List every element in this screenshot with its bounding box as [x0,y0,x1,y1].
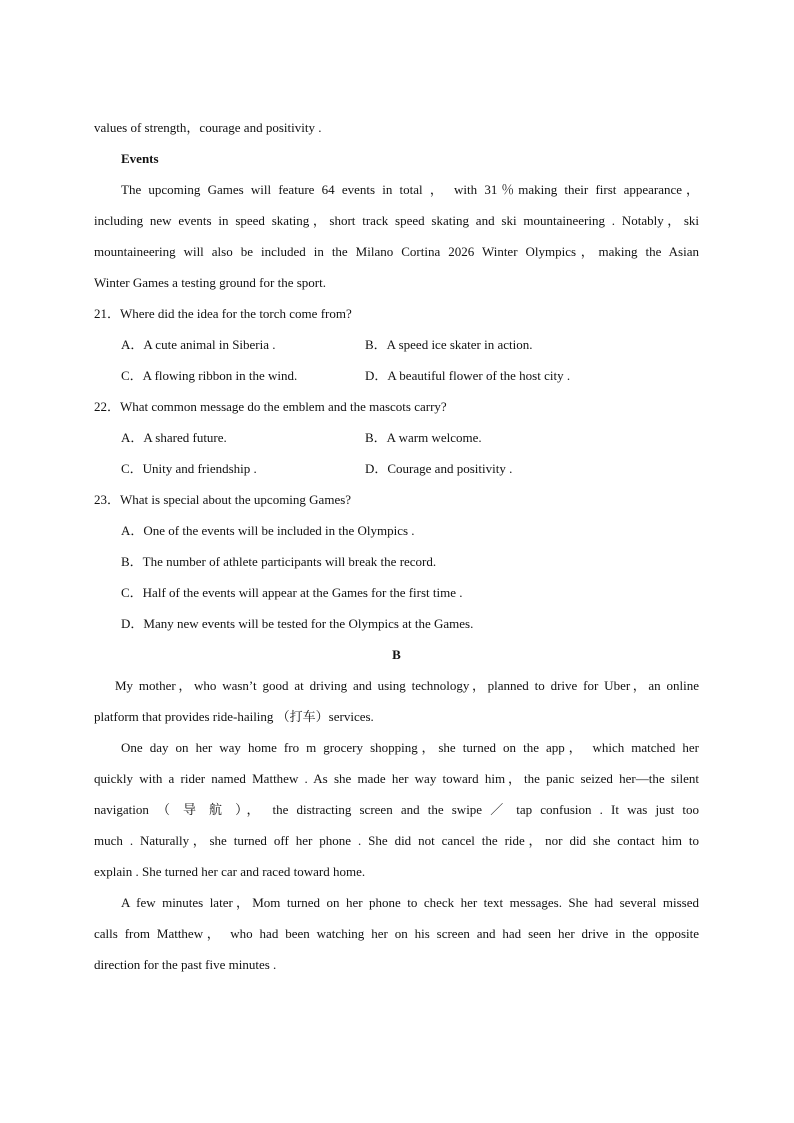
passage-b-para-line: quickly with a rider named Matthew . As she made her way toward him，the panic seized her—the silent [94,771,699,786]
question-stem-22: 22．What common message do the emblem and the mascots carry? [94,399,447,414]
option-23-b: B．The number of athlete participants will break the record. [121,554,437,569]
events-para-line: The upcoming Games will feature 64 events in total ， with 31％making their first appearance， [121,182,699,197]
option-21-a: A．A cute animal in Siberia . [121,337,276,352]
option-23-a: A．One of the events will be included in the Olympics . [121,523,415,538]
option-row [94,422,699,453]
passage-a-line: values of strength，courage and positivity . [94,120,322,135]
passage-b-heading: B [392,647,401,662]
option-row [94,329,699,360]
option-21-b: B．A speed ice skater in action. [365,337,533,352]
passage-b-para-line: calls from Matthew， who had been watching her on his screen and had seen her drive in the opposite [94,926,699,941]
document-page [94,112,699,980]
option-21-d: D．A beautiful flower of the host city . [365,368,571,383]
question-stem-23: 23．What is special about the upcoming Games? [94,492,352,507]
events-para-line: mountaineering will also be included in the Milano Cortina 2026 Winter Olympics，making the Asian [94,244,699,259]
passage-b-para-line: platform that provides ride-hailing （打车）services. [94,709,374,724]
events-para-line: including new events in speed skating，short track speed skating and ski mountaineering . Notably，ski [94,213,699,228]
passage-b-para-line: One day on her way home fro m grocery shopping，she turned on the app， which matched her [121,740,699,755]
question-stem-21: 21．Where did the idea for the torch come from? [94,306,352,321]
events-para-line: Winter Games a testing ground for the sport. [94,275,326,290]
option-23-c: C．Half of the events will appear at the Games for the first time . [121,585,463,600]
option-22-d: D．Courage and positivity . [365,461,513,476]
passage-b-para-line: direction for the past five minutes . [94,957,277,972]
passage-b-para-line: explain . She turned her car and raced toward home. [94,864,366,879]
option-21-c: C．A flowing ribbon in the wind. [121,368,298,383]
option-22-a: A．A shared future. [121,430,227,445]
passage-b-para-line: A few minutes later，Mom turned on her phone to check her text messages. She had several missed [121,895,699,910]
passage-b-para-line: My mother，who wasn’t good at driving and using technology，planned to drive for Uber，an online [115,678,699,693]
passage-b-para-line: navigation （ 导 航 ）， the distracting screen and the swipe ／ tap confusion . It was just too [94,802,699,817]
option-23-d: D．Many new events will be tested for the Olympics at the Games. [121,616,474,631]
option-22-b: B．A warm welcome. [365,430,482,445]
option-22-c: C．Unity and friendship . [121,461,257,476]
option-row [94,453,699,484]
passage-b-para-line: much . Naturally，she turned off her phone . She did not cancel the ride，nor did she contact him to [94,833,699,848]
option-row [94,360,699,391]
events-heading: Events [121,151,159,166]
